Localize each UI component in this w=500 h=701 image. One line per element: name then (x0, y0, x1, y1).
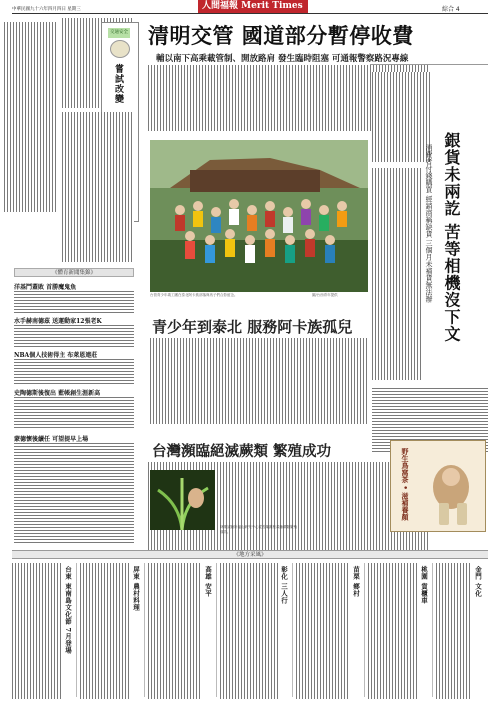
local-text (80, 563, 130, 699)
local-headline: 金門 文化 (474, 566, 482, 597)
masthead-section: 綜合 4 (442, 6, 460, 13)
right-rule (370, 64, 488, 65)
local-headline: 彰化 三人行 (280, 566, 288, 604)
sports-text (14, 397, 134, 429)
local-separator (432, 563, 433, 697)
main-headline: 清明交管 國道部分暫停收費 (148, 23, 414, 48)
youth-headline: 青少年到泰北 服務阿卡族孤兒 (152, 318, 353, 336)
local-text (220, 563, 278, 699)
right-text-block (372, 72, 430, 162)
sports-headline: 洋基鬥蓋敗 首勝魔鬼魚 (14, 284, 77, 291)
photo-caption: 台管青少年義工團在泰北阿卡族部落與孩子們合影留念。 (150, 293, 238, 297)
local-text (12, 563, 62, 699)
sports-text (14, 325, 134, 347)
sports-headline: NBA個人技術得主 布萊恩連莊 (14, 352, 98, 359)
youth-story-text (150, 338, 368, 424)
local-separator (292, 563, 293, 697)
sports-headline: 蒙德懷後續任 可望提早上場 (14, 436, 89, 443)
local-separator (144, 563, 145, 697)
sports-headline: 水手赫南德茲 送運動家12張老K (14, 318, 102, 325)
sports-text (14, 443, 134, 543)
local-text (296, 563, 350, 699)
plant-photo-image (150, 470, 215, 530)
left-text-block (4, 22, 56, 212)
group-photo-image (150, 140, 368, 292)
local-text (148, 563, 202, 699)
local-separator (364, 563, 365, 697)
plant-photo (150, 470, 215, 530)
rare-plant-headline: 台灣瀕臨絕滅蕨類 繁殖成功 (152, 443, 332, 460)
sports-text (14, 291, 134, 313)
local-news-banner: 《地方采風》 (12, 550, 488, 559)
right-headline: 銀貨未兩訖 苦等相機沒下文 (442, 132, 461, 343)
local-headline: 台東 東南島文化節 7月登場 (64, 566, 72, 654)
column-title: 嘗試改變 (113, 64, 123, 104)
masthead-logo: 人間福報 Merit Times (198, 0, 308, 13)
local-separator (76, 563, 77, 697)
plant-caption: 林業試驗所福山研究中心從長葉麗松黃藤蕨類繁殖成功。 (220, 525, 297, 534)
column-author-icon (110, 40, 130, 58)
local-headline: 苗栗 鄉村 (352, 566, 360, 597)
local-headline: 桃園 貨櫃車 (420, 566, 428, 604)
column-text (62, 112, 134, 262)
masthead-rule (12, 13, 488, 14)
main-subheadline: 輔以南下高乘載管制、開放路肩 發生臨時阻塞 可通報警察路況專線 (156, 54, 409, 64)
sports-text (14, 359, 134, 385)
group-photo (150, 140, 368, 292)
local-headline: 屏東 農村料理 (132, 566, 140, 611)
local-text (436, 563, 472, 699)
column-badge: 交通安全 (108, 28, 130, 38)
local-separator (216, 563, 217, 697)
photo-credit: 圖/台西青年提供 (312, 293, 338, 297)
right-subheadline: 消費者付錢購買 經銷商稱缺貨 三個月未補貨無法辦 (425, 144, 433, 303)
local-headline: 高雄 安平 (204, 566, 212, 597)
sports-banner: 《體育新聞集錦》 (14, 268, 134, 277)
local-text (368, 563, 418, 699)
ad-text: 野生鳥窩茶 • 滋補養顏 (401, 448, 410, 521)
masthead-date: 中華民國九十六年四月四日 星期三 (12, 7, 81, 12)
sports-headline: 史陶德斯後復出 藍帳創生涯新高 (14, 390, 101, 397)
right-text-block-2 (372, 168, 422, 380)
